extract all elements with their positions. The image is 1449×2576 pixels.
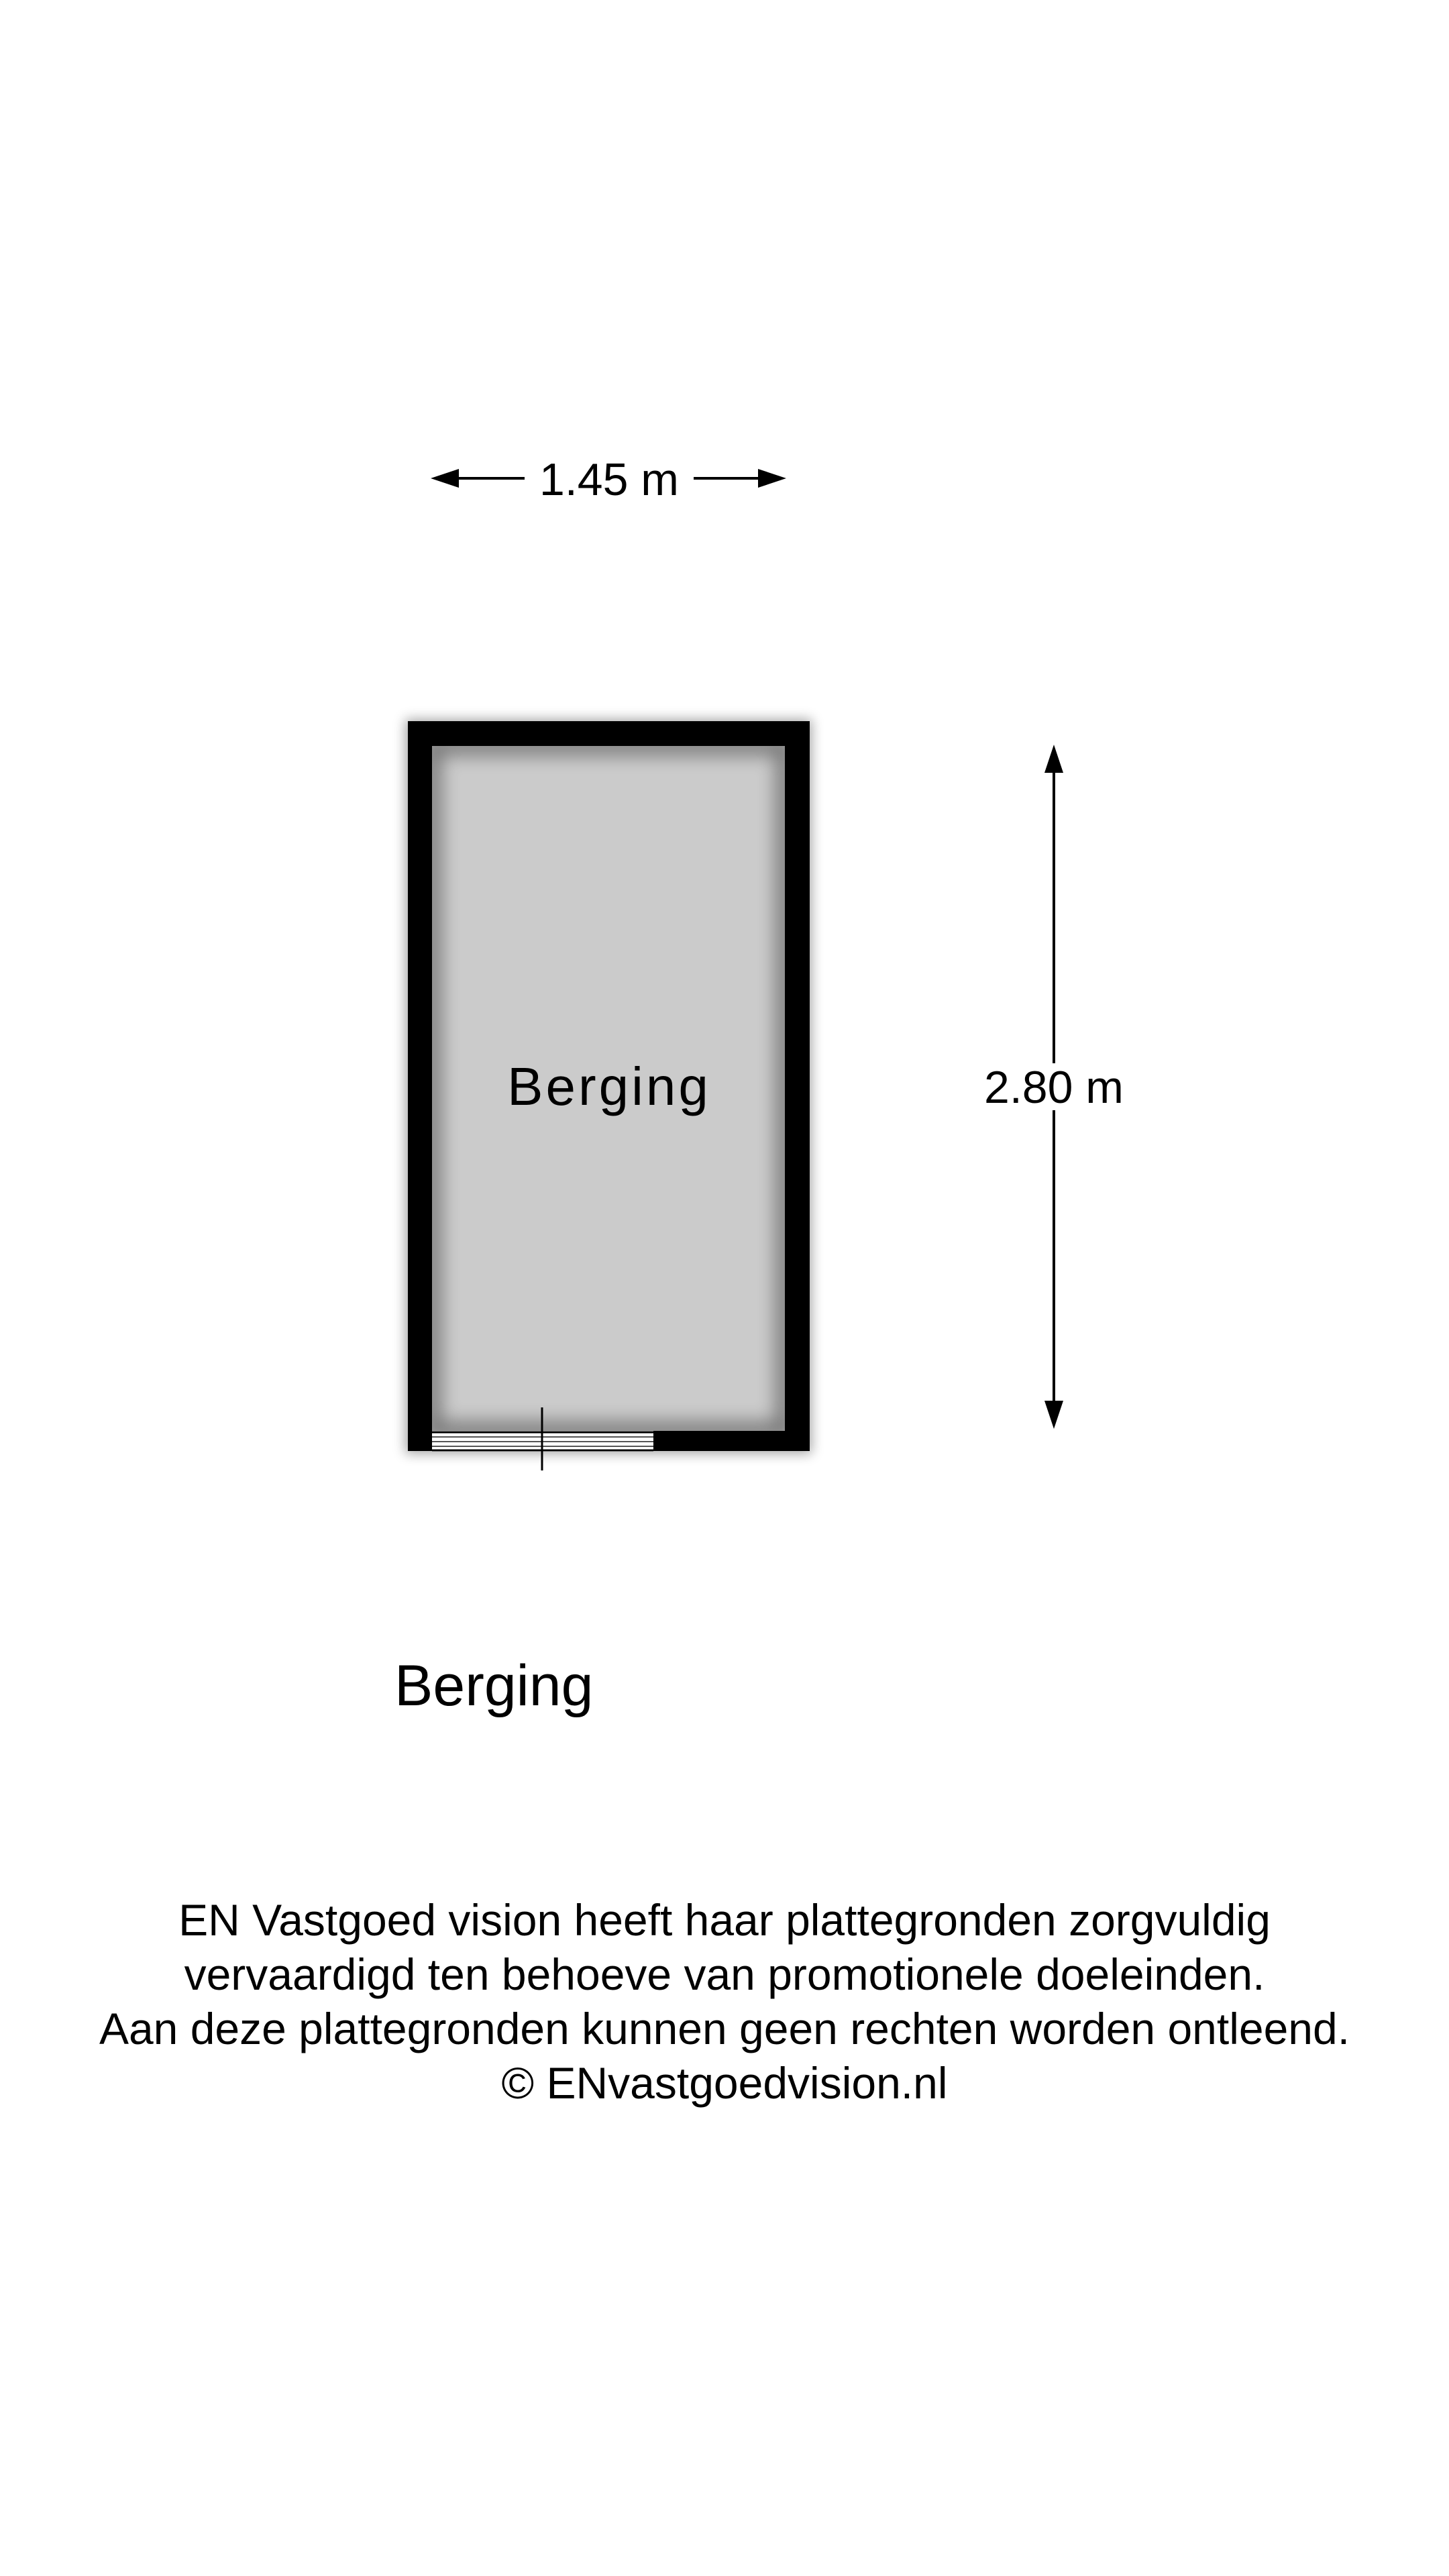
width-dimension-label: 1.45 m bbox=[539, 454, 679, 505]
room-berging bbox=[405, 719, 812, 1470]
height-dimension bbox=[984, 745, 1124, 1429]
width-dimension bbox=[431, 454, 786, 505]
height-dimension-label: 2.80 m bbox=[984, 1062, 1124, 1113]
copyright-line: © ENvastgoedvision.nl bbox=[501, 2058, 948, 2108]
height-dimension-bottom-arrowhead bbox=[1044, 1401, 1063, 1429]
height-dimension-top-arrowhead bbox=[1044, 745, 1063, 773]
room-name-label: Berging bbox=[507, 1057, 711, 1116]
width-dimension-left-arrowhead bbox=[431, 469, 459, 488]
floor-label: Berging bbox=[394, 1654, 594, 1718]
disclaimer-line: EN Vastgoed vision heeft haar plattegronden zorgvuldig bbox=[178, 1895, 1271, 1945]
disclaimer-line: vervaardigd ten behoeve van promotionele doeleinden. bbox=[184, 1949, 1265, 1999]
width-dimension-right-arrowhead bbox=[758, 469, 786, 488]
disclaimer-line: Aan deze plattegronden kunnen geen rechten worden ontleend. bbox=[99, 2004, 1350, 2053]
disclaimer bbox=[0, 1893, 1449, 2110]
